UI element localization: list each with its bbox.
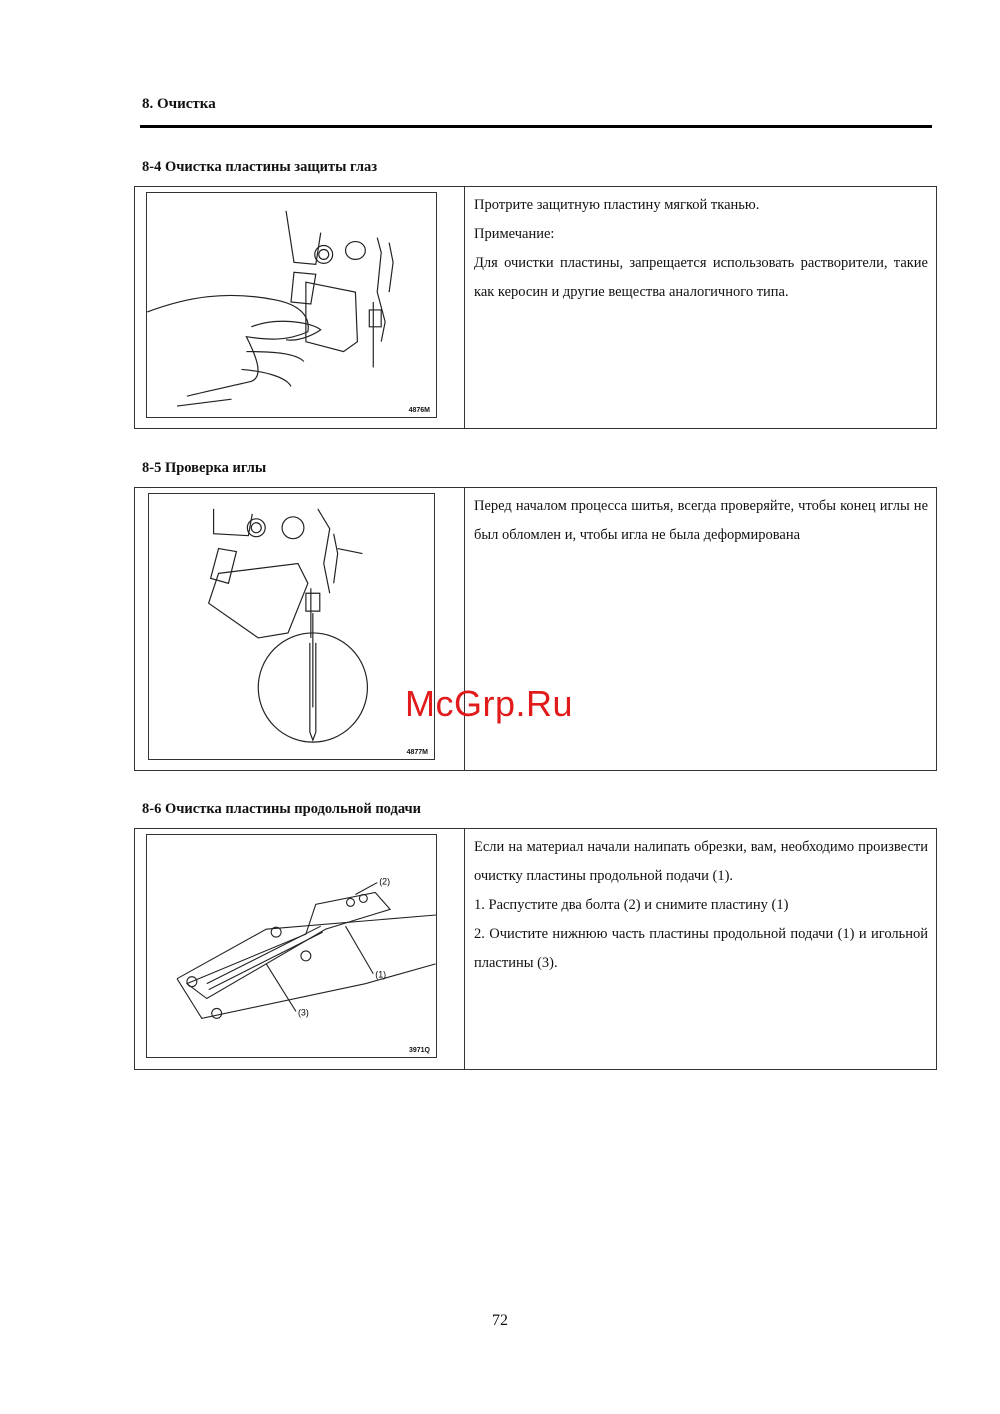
figure-code: 3971Q [408, 1047, 430, 1054]
needle-illustration [149, 494, 434, 759]
callout-2: (2) [379, 876, 391, 887]
paragraph: Если на материал начали налипать обрезки, вам, необходимо произвести очистку пластины продольной подачи (1). [474, 839, 928, 884]
figure-code: 4876M [408, 407, 430, 414]
section-title-8-6: 8-6 Очистка пластины продольной подачи [142, 801, 422, 817]
feed-plate-illustration [147, 835, 436, 1057]
instruction-text [465, 187, 936, 428]
chapter-title: 8. Очистка [142, 96, 216, 112]
paragraph: Для очистки пластины, запрещается использовать растворители, такие как керосин и другие вещества аналогичного типа. [474, 255, 928, 300]
figure-cell [135, 187, 465, 428]
section-title-8-5: 8-5 Проверка иглы [142, 460, 267, 476]
paragraph: Примечание: [474, 226, 555, 242]
callout-1: (1) [375, 969, 387, 980]
paragraph: Протрите защитную пластину мягкой тканью. [474, 197, 760, 213]
figure-needle-check [148, 493, 435, 760]
figure-cell [135, 829, 465, 1069]
paragraph: Перед началом процесса шитья, всегда проверяйте, чтобы конец иглы не был обломлен и, чтобы игла не была деформирована [474, 498, 928, 543]
section-table-8-5 [134, 487, 937, 771]
section-table-8-4 [134, 186, 937, 429]
instruction-text [465, 829, 936, 1069]
instruction-text [465, 488, 936, 770]
section-table-8-6 [134, 828, 937, 1070]
chapter-rule [140, 125, 932, 128]
watermark: McGrp.Ru [405, 683, 574, 724]
figure-cell [135, 488, 465, 770]
page-number: 72 [492, 1312, 508, 1329]
figure-eye-shield-cleaning [146, 192, 437, 418]
figure-code: 4877M [406, 749, 428, 756]
eye-shield-illustration [147, 193, 436, 417]
figure-feed-plate [146, 834, 437, 1058]
callout-3: (3) [297, 1007, 309, 1018]
paragraph: 1. Распустите два болта (2) и снимите пластину (1) [474, 897, 789, 913]
paragraph: 2. Очистите нижнюю часть пластины продольной подачи (1) и игольной пластины (3). [474, 926, 928, 971]
section-title-8-4: 8-4 Очистка пластины защиты глаз [142, 159, 378, 175]
